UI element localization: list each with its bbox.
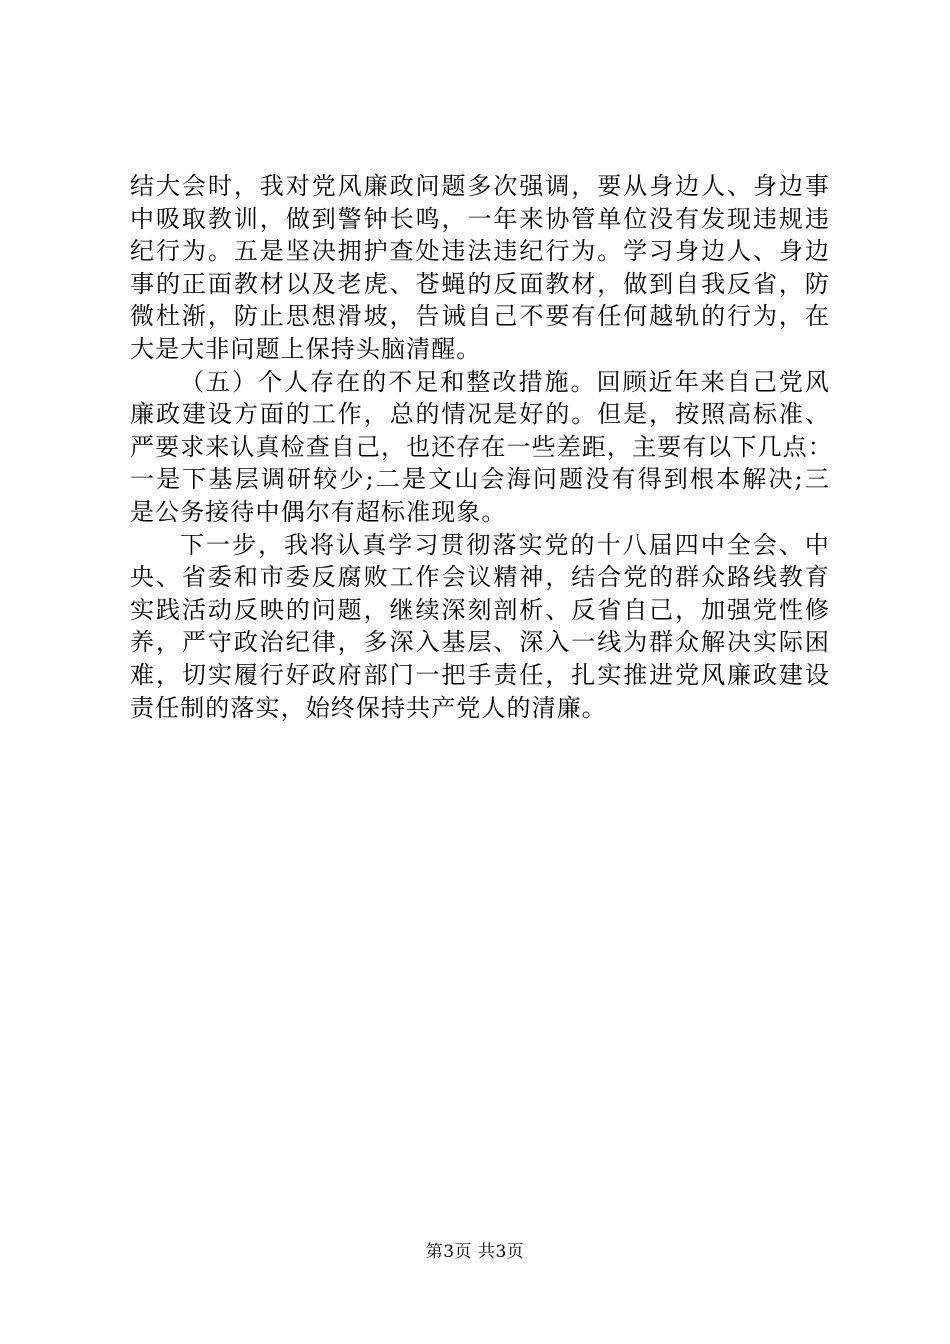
- page-footer: 第3页 共3页: [425, 1242, 525, 1262]
- text-line: 事的正面教材以及老虎、苍蝇的反面教材，做到自我反省，防: [130, 269, 830, 298]
- text-line: 央、省委和市委反腐败工作会议精神，结合党的群众路线教育: [130, 563, 830, 592]
- text-line: 微杜渐，防止思想滑坡，告诫自己不要有任何越轨的行为，在: [130, 302, 830, 331]
- text-line: 大是大非问题上保持头脑清醒。: [130, 334, 482, 363]
- text-line: 结大会时，我对党风廉政问题多次强调，要从身边人、身边事: [130, 172, 830, 200]
- text-line: （五）个人存在的不足和整改措施。回顾近年来自己党风: [180, 367, 830, 396]
- paragraph-next-steps: [130, 529, 830, 725]
- document-body: [130, 170, 833, 724]
- text-line: 中吸取教训，做到警钟长鸣，一年来协管单位没有发现违规违: [130, 204, 830, 233]
- text-line: 廉政建设方面的工作，总的情况是好的。但是，按照高标准、: [130, 400, 830, 429]
- text-line: 严要求来认真检查自己，也还存在一些差距，主要有以下几点：: [130, 432, 833, 461]
- text-line: 责任制的落实，始终保持共产党人的清廉。: [130, 693, 607, 722]
- text-line: 实践活动反映的问题，继续深刻剖析、反省自己，加强党性修: [130, 595, 830, 624]
- paragraph-section-five: [130, 366, 833, 529]
- text-line: 养，严守政治纪律，多深入基层、深入一线为群众解决实际困: [130, 628, 830, 657]
- text-line: 一是下基层调研较少;二是文山会海问题没有得到根本解决;三: [130, 465, 830, 494]
- paragraph-continuation: [130, 170, 830, 366]
- text-line: 难，切实履行好政府部门一把手责任，扎实推进党风廉政建设: [130, 660, 830, 689]
- text-line: 是公务接待中偶尔有超标准现象。: [130, 497, 507, 526]
- text-line: 纪行为。五是坚决拥护查处违法违纪行为。学习身边人、身边: [130, 237, 830, 266]
- text-line: 下一步，我将认真学习贯彻落实党的十八届四中全会、中: [180, 530, 830, 559]
